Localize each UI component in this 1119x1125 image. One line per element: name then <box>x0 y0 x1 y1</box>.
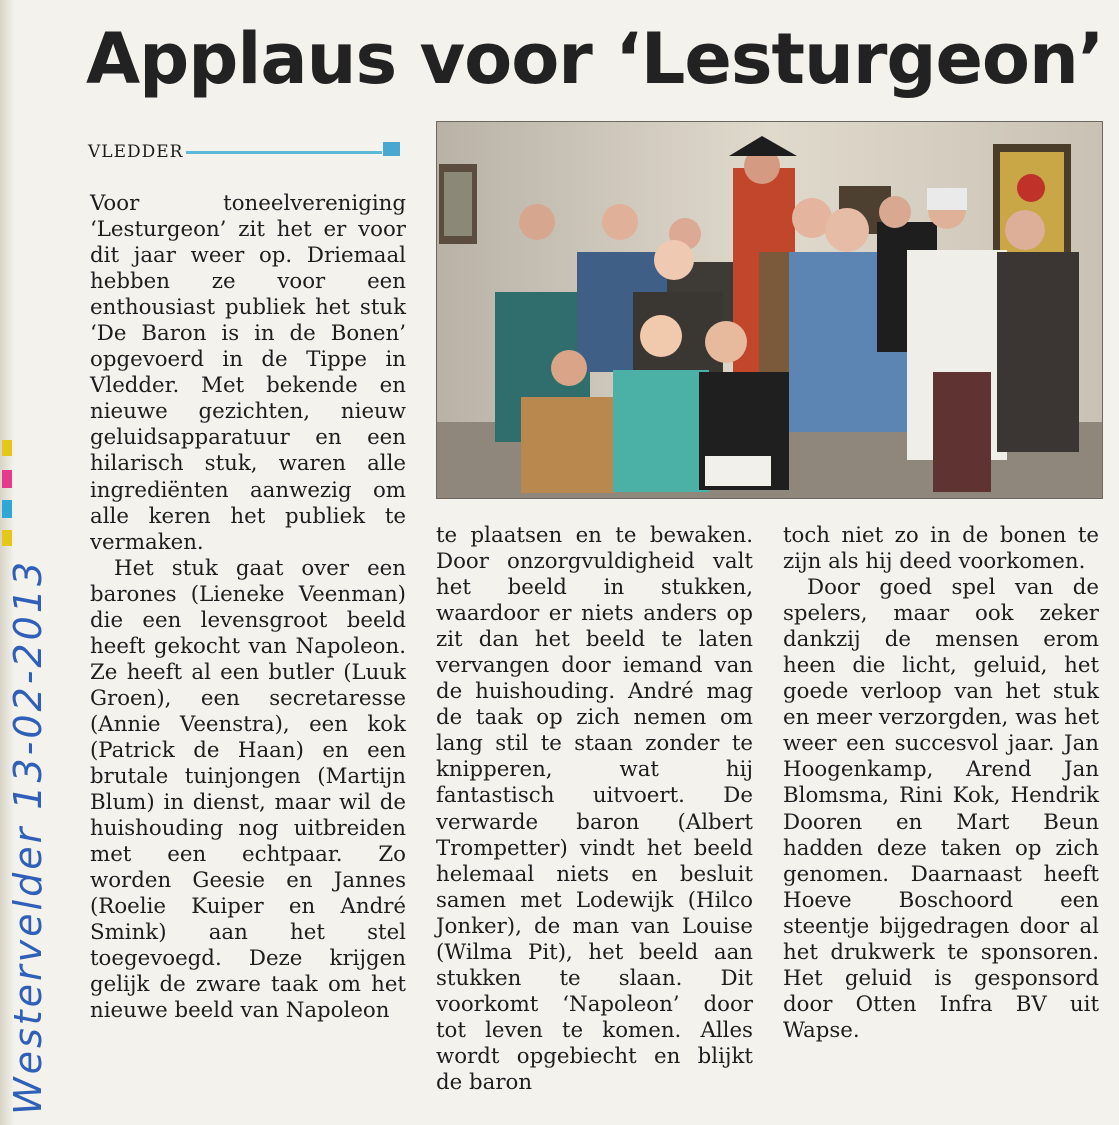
cast-group-photo <box>436 121 1103 499</box>
handwritten-source-note: Westervelder 13-02-2013 <box>6 558 50 1115</box>
paragraph: te plaatsen en te bewaken. Door onzorgvuldigheid valt het beeld in stukken, waardoor er niets anders op zit dan het beeld te laten vervangen door iemand van de huishouding. André mag de taak op zich nemen om lang stil te staan zonder te knipperen, wat hij fantastisch uitvoert. De verwarde baron (Albert Trompetter) vindt het beeld helemaal niets en besluit samen met Lodewijk (Hilco Jonker), de man van Louise (Wilma Pit), het beeld aan stukken te slaan. Dit voorkomt ‘Napoleon’ door tot leven te komen. Alles wordt opgebiecht en blijkt de baron <box>436 523 753 1095</box>
dateline-rule <box>186 151 382 154</box>
article-headline: Applaus voor ‘Lesturgeon’ <box>86 18 1104 100</box>
paragraph: toch niet zo in de bonen te zijn als hij deed voorkomen. <box>783 523 1099 575</box>
paragraph: Door goed spel van de spelers, maar ook zeker dankzij de mensen erom heen die licht, geluid, het goede verloop van het stuk en meer verzorgden, was het weer een succesvol jaar. Jan Hoogenkamp, Arend Jan Blomsma, Rini Kok, Hendrik Dooren en Mart Beun hadden deze taken op zich genomen. Daarnaast heeft Hoeve Boschoord een steentje bijgedragen door al het drukwerk te sponsoren. Het geluid is gesponsord door Otten Infra BV uit Wapse. <box>783 575 1099 1043</box>
dateline: VLEDDER <box>88 142 184 162</box>
dateline-marker <box>383 142 400 156</box>
paragraph: Het stuk gaat over een barones (Lieneke Veenman) die een levensgroot beeld heeft gekocht van Napoleon. Ze heeft al een butler (Luuk Groen), een secretaresse (Annie Veenstra), een kok (Patrick de Haan) en een brutale tuinjongen (Martijn Blum) in dienst, maar wil de huishouding nog uitbreiden met een echtpaar. Zo worden Geesie en Jannes (Roelie Kuiper en André Smink) aan het stel toegevoegd. Deze krijgen gelijk de zware taak om het nieuwe beeld van Napoleon <box>90 555 406 1024</box>
article-column-3 <box>783 523 1099 1044</box>
article-column-2 <box>436 523 753 1096</box>
article-column-1 <box>90 191 406 1025</box>
paragraph: Voor toneelvereniging ‘Lesturgeon’ zit het er voor dit jaar weer op. Driemaal hebben ze voor een enthousiast publiek het stuk ‘De Baron is in de Bonen’ opgevoerd in de Tippe in Vledder. Met bekende en nieuwe gezichten, nieuw geluidsapparatuur en een hilarisch stuk, waren alle ingrediënten aanwezig om alle keren het publiek te vermaken. <box>90 191 406 555</box>
